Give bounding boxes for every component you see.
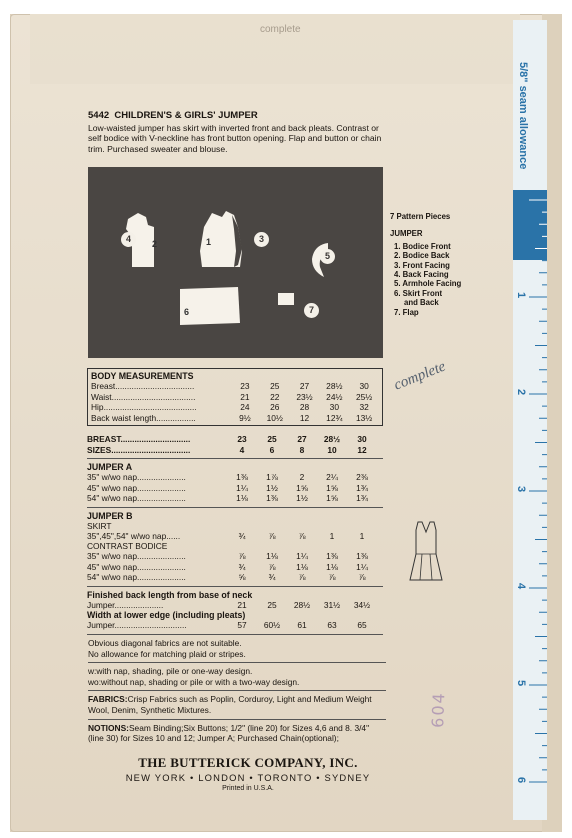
chart-row xyxy=(87,493,383,504)
chart-row xyxy=(87,445,383,456)
chart-row xyxy=(87,434,383,445)
row-value: 27 xyxy=(299,381,310,391)
row-value: 25 xyxy=(270,381,280,391)
jumper-a-title: JUMPER A xyxy=(87,462,133,472)
row-label: 54" w/wo nap..................... xyxy=(87,572,186,582)
piece-item: and Back xyxy=(404,298,439,308)
row-value: ¾ xyxy=(268,572,276,582)
piece-item: 3. Front Facing xyxy=(394,260,450,270)
row-value: 1⅞ xyxy=(266,472,278,482)
company-cities: NEW YORK • LONDON • TORONTO • SYDNEY xyxy=(125,772,371,783)
row-value: 25 xyxy=(267,434,277,444)
row-value: 1⅝ xyxy=(326,482,338,493)
handwritten-complete: complete xyxy=(391,358,448,394)
row-value: 24 xyxy=(240,402,250,412)
row-value: 10½ xyxy=(266,412,283,423)
row-value: 63 xyxy=(327,620,337,630)
piece-6-shape xyxy=(180,287,240,325)
row-value: 30 xyxy=(359,381,369,391)
row-value: 24½ xyxy=(326,391,343,402)
row-value: 1⅛ xyxy=(236,493,248,503)
pattern-heading xyxy=(88,110,258,121)
note-with-nap: w:with nap, shading, pile or one-way design. xyxy=(88,666,253,677)
row-value: 23 xyxy=(237,434,247,444)
pencil-stamp: 604 xyxy=(428,690,449,729)
contrast-bodice-label: CONTRAST BODICE xyxy=(87,541,168,551)
row-value: 1½ xyxy=(266,482,278,493)
row-value: 1⅜ xyxy=(326,551,338,561)
jumper-a-rows xyxy=(87,472,383,504)
fabrics-body: Crisp Fabrics such as Poplin, Corduroy, Light and Medium Weight Wool, Denim, Synthetic Mixtures. xyxy=(88,694,372,715)
note-plaid: No allowance for matching plaid or stripes. xyxy=(88,648,246,659)
row-value: 1⅜ xyxy=(266,493,278,503)
row-value: 61 xyxy=(297,620,307,630)
ruler-label: 5/8" seam allowance xyxy=(517,62,529,170)
chart-row xyxy=(87,551,383,562)
row-value: 60½ xyxy=(263,620,281,630)
row-value: 22 xyxy=(270,391,280,402)
row-value: 4 xyxy=(239,444,245,455)
row-value: 2⅜ xyxy=(356,472,368,482)
jumper-sketch xyxy=(408,520,444,582)
jumper-b-bodice-rows xyxy=(87,551,383,583)
chart-row xyxy=(87,531,383,542)
finished-length-row xyxy=(87,600,383,611)
chart-row xyxy=(91,402,379,413)
row-value: 1¼ xyxy=(356,561,368,572)
pattern-title: CHILDREN'S & GIRLS' JUMPER xyxy=(114,110,258,121)
row-label: 45" w/wo nap..................... xyxy=(87,482,186,493)
row-value: ⅞ xyxy=(328,572,336,582)
body-measurements-box xyxy=(87,368,383,426)
chart-row xyxy=(87,472,383,483)
row-value: 30 xyxy=(329,402,339,412)
row-value: 2¼ xyxy=(326,472,338,482)
chart-row xyxy=(91,381,379,392)
ruler-inch-label: 5 xyxy=(515,679,528,687)
piece-label-7: 7 xyxy=(304,303,319,318)
row-value: 1⅛ xyxy=(326,561,338,572)
chart-row xyxy=(87,562,383,573)
divider xyxy=(88,662,386,663)
divider xyxy=(88,719,386,720)
pieces-items xyxy=(390,242,461,317)
row-value: 57 xyxy=(237,620,247,630)
jumper-b-title: JUMPER B xyxy=(87,510,133,521)
piece-label-5: 5 xyxy=(320,249,335,264)
row-label: Jumper..................... xyxy=(87,599,164,610)
row-value: ⅞ xyxy=(298,530,306,541)
row-value: 25½ xyxy=(355,391,373,402)
note-without-nap: wo:without nap, shading or pile or with a two-way design. xyxy=(88,676,300,687)
row-value: 1⅝ xyxy=(326,493,338,503)
body-measurements-title: BODY MEASUREMENTS xyxy=(91,371,194,381)
size-rows xyxy=(87,434,383,455)
row-value: 1 xyxy=(359,530,365,541)
row-value: 1⅜ xyxy=(356,551,368,561)
row-value: ⅞ xyxy=(358,572,366,582)
row-value: 25 xyxy=(267,599,277,610)
chart-row xyxy=(87,600,383,611)
pieces-count: 7 Pattern Pieces xyxy=(390,212,451,221)
divider xyxy=(88,690,386,691)
row-label: Breast.................................. xyxy=(91,381,195,391)
row-value: 6 xyxy=(269,444,275,455)
row-value: 1¾ xyxy=(356,482,368,493)
row-value: ¾ xyxy=(238,530,246,541)
row-value: 65 xyxy=(357,620,367,630)
row-value: 23½ xyxy=(296,391,313,402)
pattern-pieces-photo xyxy=(88,167,383,358)
pattern-number: 5442 xyxy=(88,110,110,121)
row-value: 12 xyxy=(299,412,310,423)
row-label: 45" w/wo nap..................... xyxy=(87,561,186,572)
row-value: 1¼ xyxy=(296,551,308,561)
row-label: 35",45",54" w/wo nap...... xyxy=(87,530,181,541)
row-label: 35" w/wo nap..................... xyxy=(87,472,186,482)
pieces-illustration xyxy=(88,167,383,358)
piece-label-4: 4 xyxy=(121,232,136,247)
row-value: ⅞ xyxy=(298,572,306,582)
fabrics-label: FABRICS: xyxy=(88,694,128,705)
row-value: 28½ xyxy=(293,599,311,610)
row-value: 21 xyxy=(237,599,247,610)
chart-row xyxy=(87,572,383,583)
row-value: 21 xyxy=(240,391,250,402)
chart-notes xyxy=(88,638,386,744)
ruler-inch-label: 1 xyxy=(515,291,528,299)
row-value: 1 xyxy=(329,530,335,541)
piece-item: 4. Back Facing xyxy=(394,270,449,280)
row-value: 30 xyxy=(357,434,367,444)
jumper-b-skirt-rows xyxy=(87,531,383,542)
row-value: 1½ xyxy=(296,493,308,503)
chart-row xyxy=(91,413,379,424)
piece-item: 7. Flap xyxy=(394,307,419,317)
row-label: Back waist length................. xyxy=(91,412,196,423)
row-value: 1⅜ xyxy=(236,472,248,482)
row-value: 1⅛ xyxy=(296,561,308,572)
row-value: ⅝ xyxy=(238,572,246,582)
row-value: 34½ xyxy=(353,599,371,610)
yardage-chart xyxy=(87,368,383,638)
row-value: ⅞ xyxy=(268,530,276,541)
row-value: 31½ xyxy=(323,599,341,610)
row-value: 12¾ xyxy=(326,412,343,423)
width-lower-edge-title: Width at lower edge (including pleats) xyxy=(87,610,246,620)
row-label: 54" w/wo nap..................... xyxy=(87,493,186,503)
divider xyxy=(87,586,383,587)
row-label: BREAST.............................. xyxy=(87,434,191,444)
chart-row xyxy=(91,392,379,403)
company-name: THE BUTTERICK COMPANY, INC. xyxy=(138,755,358,770)
piece-item: 1. Bodice Front xyxy=(394,241,451,251)
body-measurements-rows xyxy=(91,381,379,423)
skirt-label: SKIRT xyxy=(87,520,112,531)
pattern-description: Low-waisted jumper has skirt with inverted front and back pleats. Contrast or self bodice with V-neckline has front button opening. Flap and button or chain trim. Purchased sweater and blouse. xyxy=(88,123,382,154)
row-value: ⅞ xyxy=(268,561,276,572)
row-value: 27 xyxy=(297,434,307,444)
flap-faint-text: complete xyxy=(260,24,301,35)
row-value: 10 xyxy=(327,444,337,455)
row-value: ¾ xyxy=(238,561,246,572)
row-value: 32 xyxy=(359,402,369,412)
row-value: 2 xyxy=(299,472,305,482)
notions-label: NOTIONS: xyxy=(88,722,129,733)
note-diagonal: Obvious diagonal fabrics are not suitable. xyxy=(88,638,242,648)
row-value: 9½ xyxy=(239,412,251,423)
width-lower-edge-row xyxy=(87,620,383,631)
piece-item: 5. Armhole Facing xyxy=(394,279,462,289)
piece-item: 6. Skirt Front xyxy=(394,288,443,298)
row-value: 28½ xyxy=(326,381,343,391)
ruler-inch-label: 3 xyxy=(515,485,528,493)
chart-row xyxy=(87,483,383,494)
row-value: 1¾ xyxy=(356,493,368,503)
piece-label-6: 6 xyxy=(184,307,190,317)
row-label: 35" w/wo nap..................... xyxy=(87,551,186,561)
row-value: 23 xyxy=(240,381,250,391)
row-label: SIZES.................................. xyxy=(87,444,191,455)
row-value: 13½ xyxy=(355,412,373,423)
fabrics-text xyxy=(88,694,386,715)
row-value: 28 xyxy=(299,402,310,412)
row-value: 28½ xyxy=(323,434,341,444)
company-block xyxy=(88,755,408,792)
row-value: 1⅝ xyxy=(296,482,308,493)
row-value: 26 xyxy=(270,402,280,412)
row-value: ⅞ xyxy=(238,551,246,561)
divider xyxy=(87,507,383,508)
finished-length-title: Finished back length from base of neck xyxy=(87,589,253,600)
piece-7-shape xyxy=(278,293,294,305)
row-value: 12 xyxy=(357,444,367,455)
row-value: 1⅛ xyxy=(266,551,278,561)
row-label: Waist.................................... xyxy=(91,391,196,402)
ruler-inch-label: 2 xyxy=(515,388,528,396)
pieces-group: JUMPER xyxy=(390,229,423,239)
chart-row xyxy=(87,620,383,631)
row-value: 8 xyxy=(299,444,305,455)
notions-body: Seam Binding;Six Buttons; 1/2" (line 20) for Sizes 4,6 and 8. 3/4" (line 30) for Sizes 10 and 12; Jumper A; Purchased Chain(optional); xyxy=(88,722,370,744)
piece-label-3: 3 xyxy=(254,232,269,247)
row-label: Jumper............................... xyxy=(87,620,187,630)
piece-label-1: 1 xyxy=(206,237,212,247)
row-label: Hip........................................ xyxy=(91,402,197,412)
piece-item: 2. Bodice Back xyxy=(394,251,450,261)
piece-label-2: 2 xyxy=(152,239,158,249)
notions-text xyxy=(88,723,386,744)
divider xyxy=(87,634,383,635)
ruler-inch-label: 4 xyxy=(515,582,528,590)
pattern-pieces-list xyxy=(390,212,461,317)
row-value: 1¼ xyxy=(236,482,248,493)
printed-in: Printed in U.S.A. xyxy=(222,785,274,792)
divider xyxy=(87,458,383,459)
ruler-inch-label: 6 xyxy=(515,776,528,784)
